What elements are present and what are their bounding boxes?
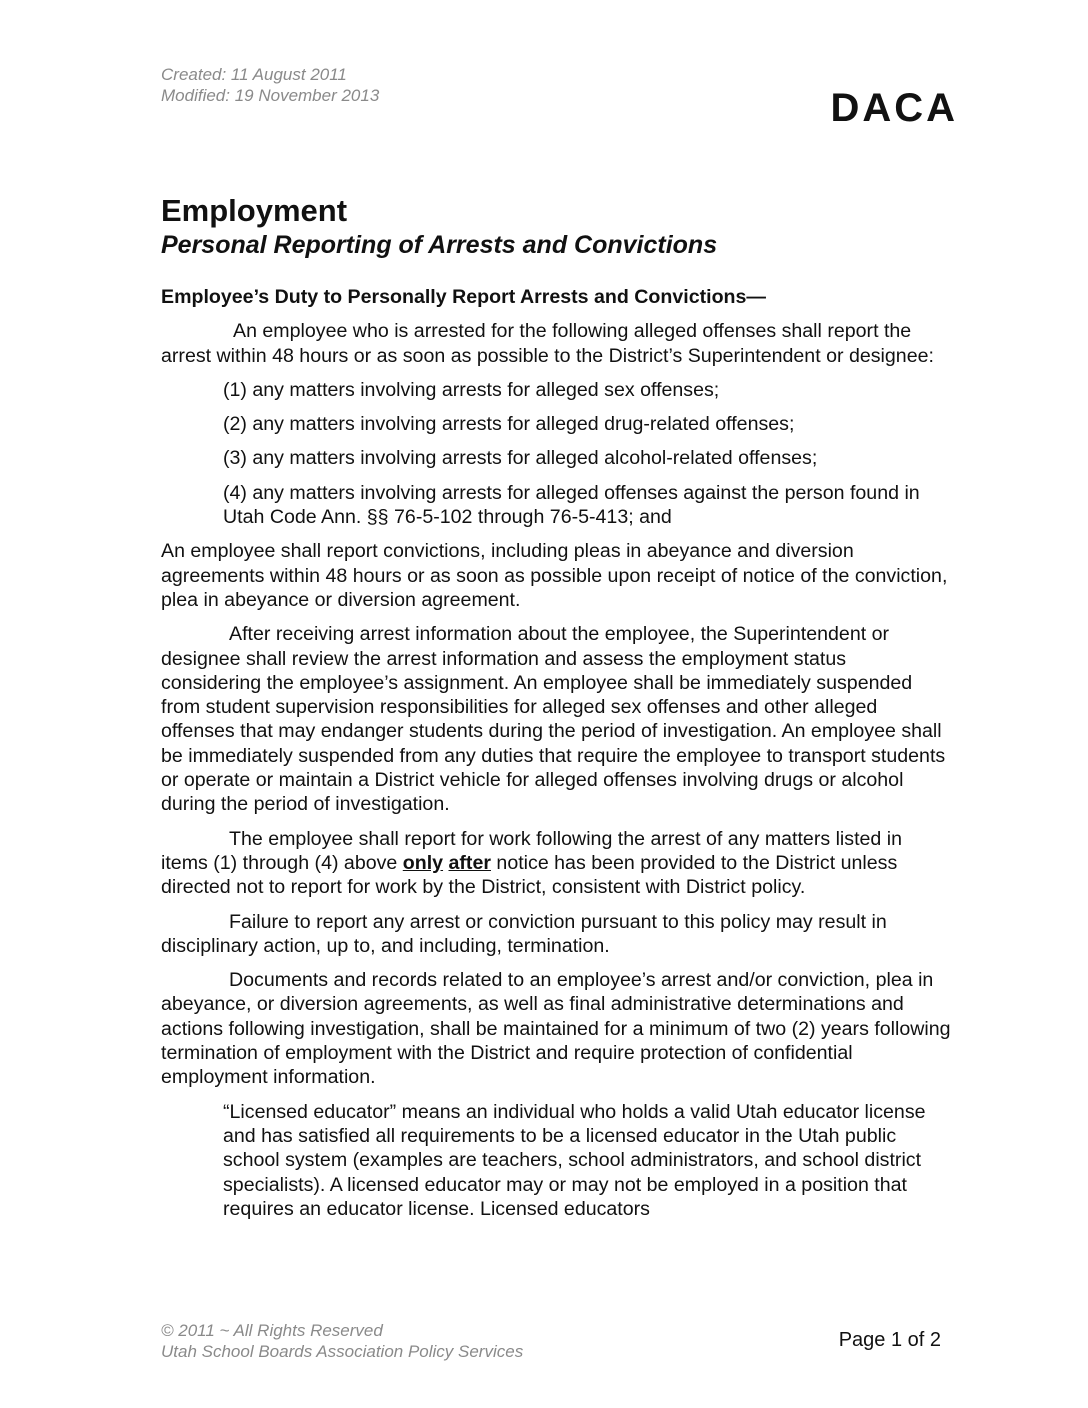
list-item: (3) any matters involving arrests for alleged alcohol-related offenses; — [223, 447, 818, 470]
policy-body — [161, 285, 951, 1231]
report-text-before: The employee shall report for work following the arrest of any matters listed in items (1) through (4) above — [161, 827, 903, 874]
page-title: Employment — [161, 193, 348, 228]
modified-date: Modified: 19 November 2013 — [161, 86, 380, 105]
emphasis-only: only — [402, 851, 444, 874]
review-paragraph: After receiving arrest information about the employee, the Superintendent or designee shall review the arrest information and assess the employment status considering the employee’s assignment. An employee shall be immediately suspended from student supervision responsibilities for alleged sex offenses and other alleged offenses that may endanger students during the period of investigation. An employee shall be immediately suspended from any duties that require the employee to transport students or operate or maintain a District vehicle for alleged offenses involving drugs or alcohol during the period of investigation. — [161, 623, 946, 816]
licensed-educator-paragraph: “Licensed educator” means an individual who holds a valid Utah educator license and has satisfied all requirements to be a licensed educator in the Utah public school system (examples are teachers, school administrators, and school district specialists). A licensed educator may or may not be employed in a position that requires an educator license. Licensed educators — [223, 1100, 926, 1220]
failure-paragraph: Failure to report any arrest or conviction pursuant to this policy may result in disciplinary action, up to, and including, termination. — [161, 910, 887, 957]
list-item: (4) any matters involving arrests for alleged offenses against the person found in Utah Code Ann. §§ 76-5-102 through 76-5-413; and — [223, 481, 920, 529]
page-subtitle: Personal Reporting of Arrests and Convictions — [161, 231, 718, 259]
footer-left — [161, 1320, 523, 1362]
intro-paragraph: An employee who is arrested for the following alleged offenses shall report the arrest within 48 hours or as soon as possible to the District’s Superintendent or designee: — [161, 320, 934, 367]
convictions-paragraph: An employee shall report convictions, including pleas in abeyance and diversion agreements within 48 hours or as soon as possible upon receipt of notice of the conviction, plea in abeyance or diversion agreement. — [161, 540, 948, 611]
section-heading: Employee’s Duty to Personally Report Arrests and Convictions— — [161, 286, 767, 308]
copyright: © 2011 ~ All Rights Reserved — [161, 1321, 383, 1340]
list-item: (2) any matters involving arrests for alleged drug-related offenses; — [223, 413, 795, 436]
emphasis-after: after — [448, 851, 491, 874]
document-meta — [161, 64, 379, 106]
created-date: Created: 11 August 2011 — [161, 65, 347, 84]
page-number: Page 1 of 2 — [838, 1329, 941, 1351]
organization: Utah School Boards Association Policy Services — [161, 1342, 524, 1361]
records-paragraph: Documents and records related to an employee’s arrest and/or conviction, plea in abeyance, or diversion agreements, as well as final administrative determinations and actions following investigation, shall be maintained for a minimum of two (2) years following termination of employment with the District and require protection of confidential employment information. — [161, 969, 951, 1089]
list-item: (1) any matters involving arrests for alleged sex offenses; — [223, 378, 720, 401]
report-paragraph — [161, 827, 951, 900]
policy-code: DACA — [830, 86, 958, 130]
report-text-rest: notice has been provided to the District unless directed not to report for work by the District, consistent with District policy. — [161, 851, 898, 899]
